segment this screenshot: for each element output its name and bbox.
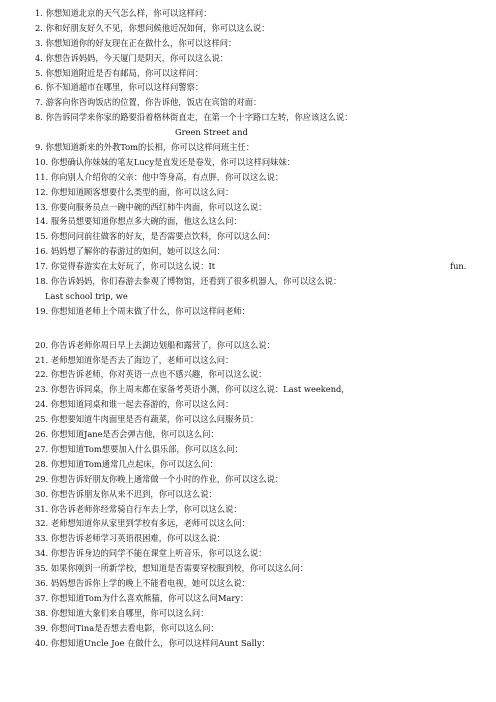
question-number: 9. bbox=[35, 142, 43, 153]
question-number: 29. bbox=[35, 473, 49, 484]
question-number: 16. bbox=[35, 246, 49, 257]
question-text: 你想知道Uncle Joe 在做什么，你可以这样问Aunt Sally： bbox=[50, 637, 270, 648]
question-number: 34. bbox=[35, 548, 49, 559]
question-text: 老师想知道你从家里到学校有多远，老师可以这么问： bbox=[50, 518, 250, 529]
question-text: 你想知道Tom通常几点起床，你可以这么问： bbox=[50, 458, 218, 469]
question-number: 27. bbox=[35, 443, 49, 454]
question-line bbox=[35, 353, 484, 368]
question-text: 你想告诉朋友你从来不迟到，你可以这么说： bbox=[50, 488, 217, 499]
question-text: 你想知道大象们来自哪里，你可以这么问： bbox=[50, 607, 209, 618]
question-text: 你想知道老师上个周末做了什么，你可以这样问老师： bbox=[50, 305, 250, 316]
question-text: 你想知道你的好友现在正在做什么，你可以这样问： bbox=[45, 37, 237, 48]
question-number: 25. bbox=[35, 414, 49, 425]
section-gap bbox=[35, 319, 484, 338]
question-number: 11. bbox=[35, 171, 49, 182]
question-text: 你想知道同桌和谁一起去春游的，你可以这么问： bbox=[50, 399, 234, 410]
question-line bbox=[35, 606, 484, 621]
question-line bbox=[35, 110, 484, 125]
question-number: 32. bbox=[35, 518, 49, 529]
question-line bbox=[35, 412, 484, 427]
question-line bbox=[35, 382, 484, 397]
question-line bbox=[35, 229, 484, 244]
question-text: 你想告诉妈妈，今天厦门是阴天，你可以这么说： bbox=[45, 52, 229, 63]
question-text: 你想知道Tom想要加入什么俱乐部，你可以这么问： bbox=[50, 443, 243, 454]
question-line bbox=[35, 259, 484, 274]
question-number: 33. bbox=[35, 533, 49, 544]
question-number: 40. bbox=[35, 637, 49, 648]
question-line bbox=[35, 457, 484, 472]
question-number: 2. bbox=[35, 22, 43, 33]
question-text: 老师想知道你是否去了海边了，老师可以这么问： bbox=[50, 354, 234, 365]
question-line bbox=[35, 621, 484, 636]
question-line bbox=[35, 531, 484, 546]
street-answer-line bbox=[35, 125, 484, 140]
question-number: 1. bbox=[35, 8, 43, 18]
question-line bbox=[35, 338, 484, 353]
question-line bbox=[35, 304, 484, 319]
trip-answer-text: Last school trip, we bbox=[45, 290, 128, 301]
question-number: 4. bbox=[35, 52, 43, 63]
trip-answer-line bbox=[35, 289, 484, 304]
question-text: 你想知道Tom为什么喜欢熊猫，你可以这么问Mary： bbox=[50, 592, 249, 603]
question-text: 你想告诉好朋友你晚上通常做一个小时的作业，你可以这么说： bbox=[50, 473, 284, 484]
question-number: 38. bbox=[35, 607, 49, 618]
question-number: 19. bbox=[35, 305, 49, 316]
question-number: 14. bbox=[35, 216, 49, 227]
question-text: 你想要知道牛肉面里是否有蔬菜，你可以这么问服务员： bbox=[50, 414, 259, 425]
question-line bbox=[35, 36, 484, 51]
question-text: 你觉得春游实在太好玩了，你可以这么说：It bbox=[50, 261, 216, 272]
question-text: 你想问Tina是否想去看电影，你可以这么问： bbox=[50, 622, 219, 633]
question-number: 12. bbox=[35, 186, 49, 197]
question-text: 妈妈想了解你的春游过的如何，她可以这么问： bbox=[50, 246, 226, 257]
question-number: 31. bbox=[35, 503, 49, 514]
question-text: 你告诉老师你周日早上去湖边划船和露营了，你可以这么说： bbox=[50, 339, 275, 350]
question-line bbox=[35, 95, 484, 110]
question-line bbox=[35, 397, 484, 412]
question-text: 你想告诉老师，你对英语一点也不感兴趣，你可以这么说： bbox=[50, 369, 267, 380]
question-text: 你和好朋友好久不见，你想问候他近况如何，你可以这么说： bbox=[45, 22, 270, 33]
question-list-part2 bbox=[35, 140, 484, 289]
question-line bbox=[35, 591, 484, 606]
question-line bbox=[35, 140, 484, 155]
question-text: 你要向服务员点一碗中碗的西红柿牛肉面，你可以这么说： bbox=[50, 201, 267, 212]
question-number: 21. bbox=[35, 354, 49, 365]
question-text: 你不知道超市在哪里，你可以这样问警察： bbox=[45, 82, 204, 93]
question-number: 26. bbox=[35, 429, 49, 440]
question-text: 如果你刚到一所新学校，想知道是否需要穿校服到校，你可以这么问： bbox=[50, 563, 309, 574]
question-text: 你向别人介绍你的父亲：他中等身高，有点胖，你可以这么说： bbox=[50, 171, 284, 182]
question-line bbox=[35, 576, 484, 591]
question-number: 17. bbox=[35, 261, 49, 272]
question-number: 18. bbox=[35, 276, 49, 287]
question-text: 你想知道新来的外教Tom的长相，你可以这样问班主任： bbox=[45, 142, 255, 153]
question-line bbox=[35, 66, 484, 81]
question-line bbox=[35, 561, 484, 576]
question-number: 5. bbox=[35, 67, 43, 78]
question-line bbox=[35, 21, 484, 36]
question-text: 你想告诉身边的同学不能在课堂上听音乐，你可以这么说： bbox=[50, 548, 267, 559]
street-answer-text: Green Street and bbox=[175, 127, 248, 138]
question-text: 你想确认你妹妹的笔友Lucy是直发还是卷发，你可以这样问妹妹： bbox=[50, 156, 296, 167]
question-line bbox=[35, 502, 484, 517]
question-number: 22. bbox=[35, 369, 49, 380]
question-line bbox=[35, 185, 484, 200]
question-number: 24. bbox=[35, 399, 49, 410]
question-list-part3 bbox=[35, 304, 484, 319]
question-list-part1 bbox=[35, 6, 484, 125]
question-line bbox=[35, 636, 484, 651]
question-text: 你想告诉老师学习英语很困难，你可以这么说： bbox=[50, 533, 226, 544]
question-number: 13. bbox=[35, 201, 49, 212]
question-text: 你想知道顾客想要什么类型的面，你可以这么问： bbox=[50, 186, 234, 197]
question-line bbox=[35, 200, 484, 215]
question-text: 你想告诉同桌，你上周末都在家备考英语小测，你可以这么说：Last weekend, bbox=[50, 384, 344, 395]
question-line bbox=[35, 274, 484, 289]
question-number: 3. bbox=[35, 37, 43, 48]
question-line bbox=[35, 367, 484, 382]
question-line bbox=[35, 516, 484, 531]
question-text: 你想知道附近是否有邮局，你可以这样问： bbox=[45, 67, 204, 78]
question-number: 28. bbox=[35, 458, 49, 469]
question-number: 10. bbox=[35, 156, 49, 167]
question-number: 20. bbox=[35, 339, 49, 350]
question-line bbox=[35, 472, 484, 487]
question-number: 23. bbox=[35, 384, 49, 395]
question-line bbox=[35, 487, 484, 502]
question-number: 7. bbox=[35, 97, 43, 108]
question-text: 你想问问前往做客的好友，是否需要点饮料，你可以这么问： bbox=[50, 231, 275, 242]
question-text: 游客向你咨询饭店的位置，你告诉他，饭店在宾馆的对面： bbox=[45, 97, 262, 108]
question-number: 36. bbox=[35, 577, 49, 588]
question-line bbox=[35, 155, 484, 170]
question-number: 30. bbox=[35, 488, 49, 499]
question-number: 39. bbox=[35, 622, 49, 633]
question-line bbox=[35, 51, 484, 66]
question-number: 6. bbox=[35, 82, 43, 93]
question-list-part4 bbox=[35, 338, 484, 651]
question-text: 你想知道北京的天气怎么样，你可以这样问： bbox=[45, 8, 212, 18]
question-text: 服务员想要知道你想点多大碗的面，他这么这么问： bbox=[50, 216, 242, 227]
question-line bbox=[35, 80, 484, 95]
question-line bbox=[35, 244, 484, 259]
question-number: 37. bbox=[35, 592, 49, 603]
question-line bbox=[35, 427, 484, 442]
question-number: 15. bbox=[35, 231, 49, 242]
question-number: 35. bbox=[35, 563, 49, 574]
question-text: 你想知道Jane是否会弹吉他，你可以这么问： bbox=[50, 429, 219, 440]
question-number: 8. bbox=[35, 112, 43, 123]
question-line bbox=[35, 442, 484, 457]
question-line bbox=[35, 6, 484, 21]
question-line bbox=[35, 546, 484, 561]
question-text: 你告诉同学来你家的路要沿着格林街直走，在第一个十字路口左转，你应该这么说： bbox=[45, 112, 353, 123]
question-line bbox=[35, 214, 484, 229]
question-text: 你告诉妈妈，你们春游去参观了博物馆，还看到了很多机器人，你可以这么说： bbox=[50, 276, 342, 287]
question-tail-text: fun. bbox=[450, 261, 467, 272]
question-text: 妈妈想告诉你上学的晚上不能看电视，她可以这么说： bbox=[50, 577, 250, 588]
question-text: 你告诉老师你经常骑自行车去上学，你可以这么说： bbox=[50, 503, 242, 514]
question-line bbox=[35, 170, 484, 185]
